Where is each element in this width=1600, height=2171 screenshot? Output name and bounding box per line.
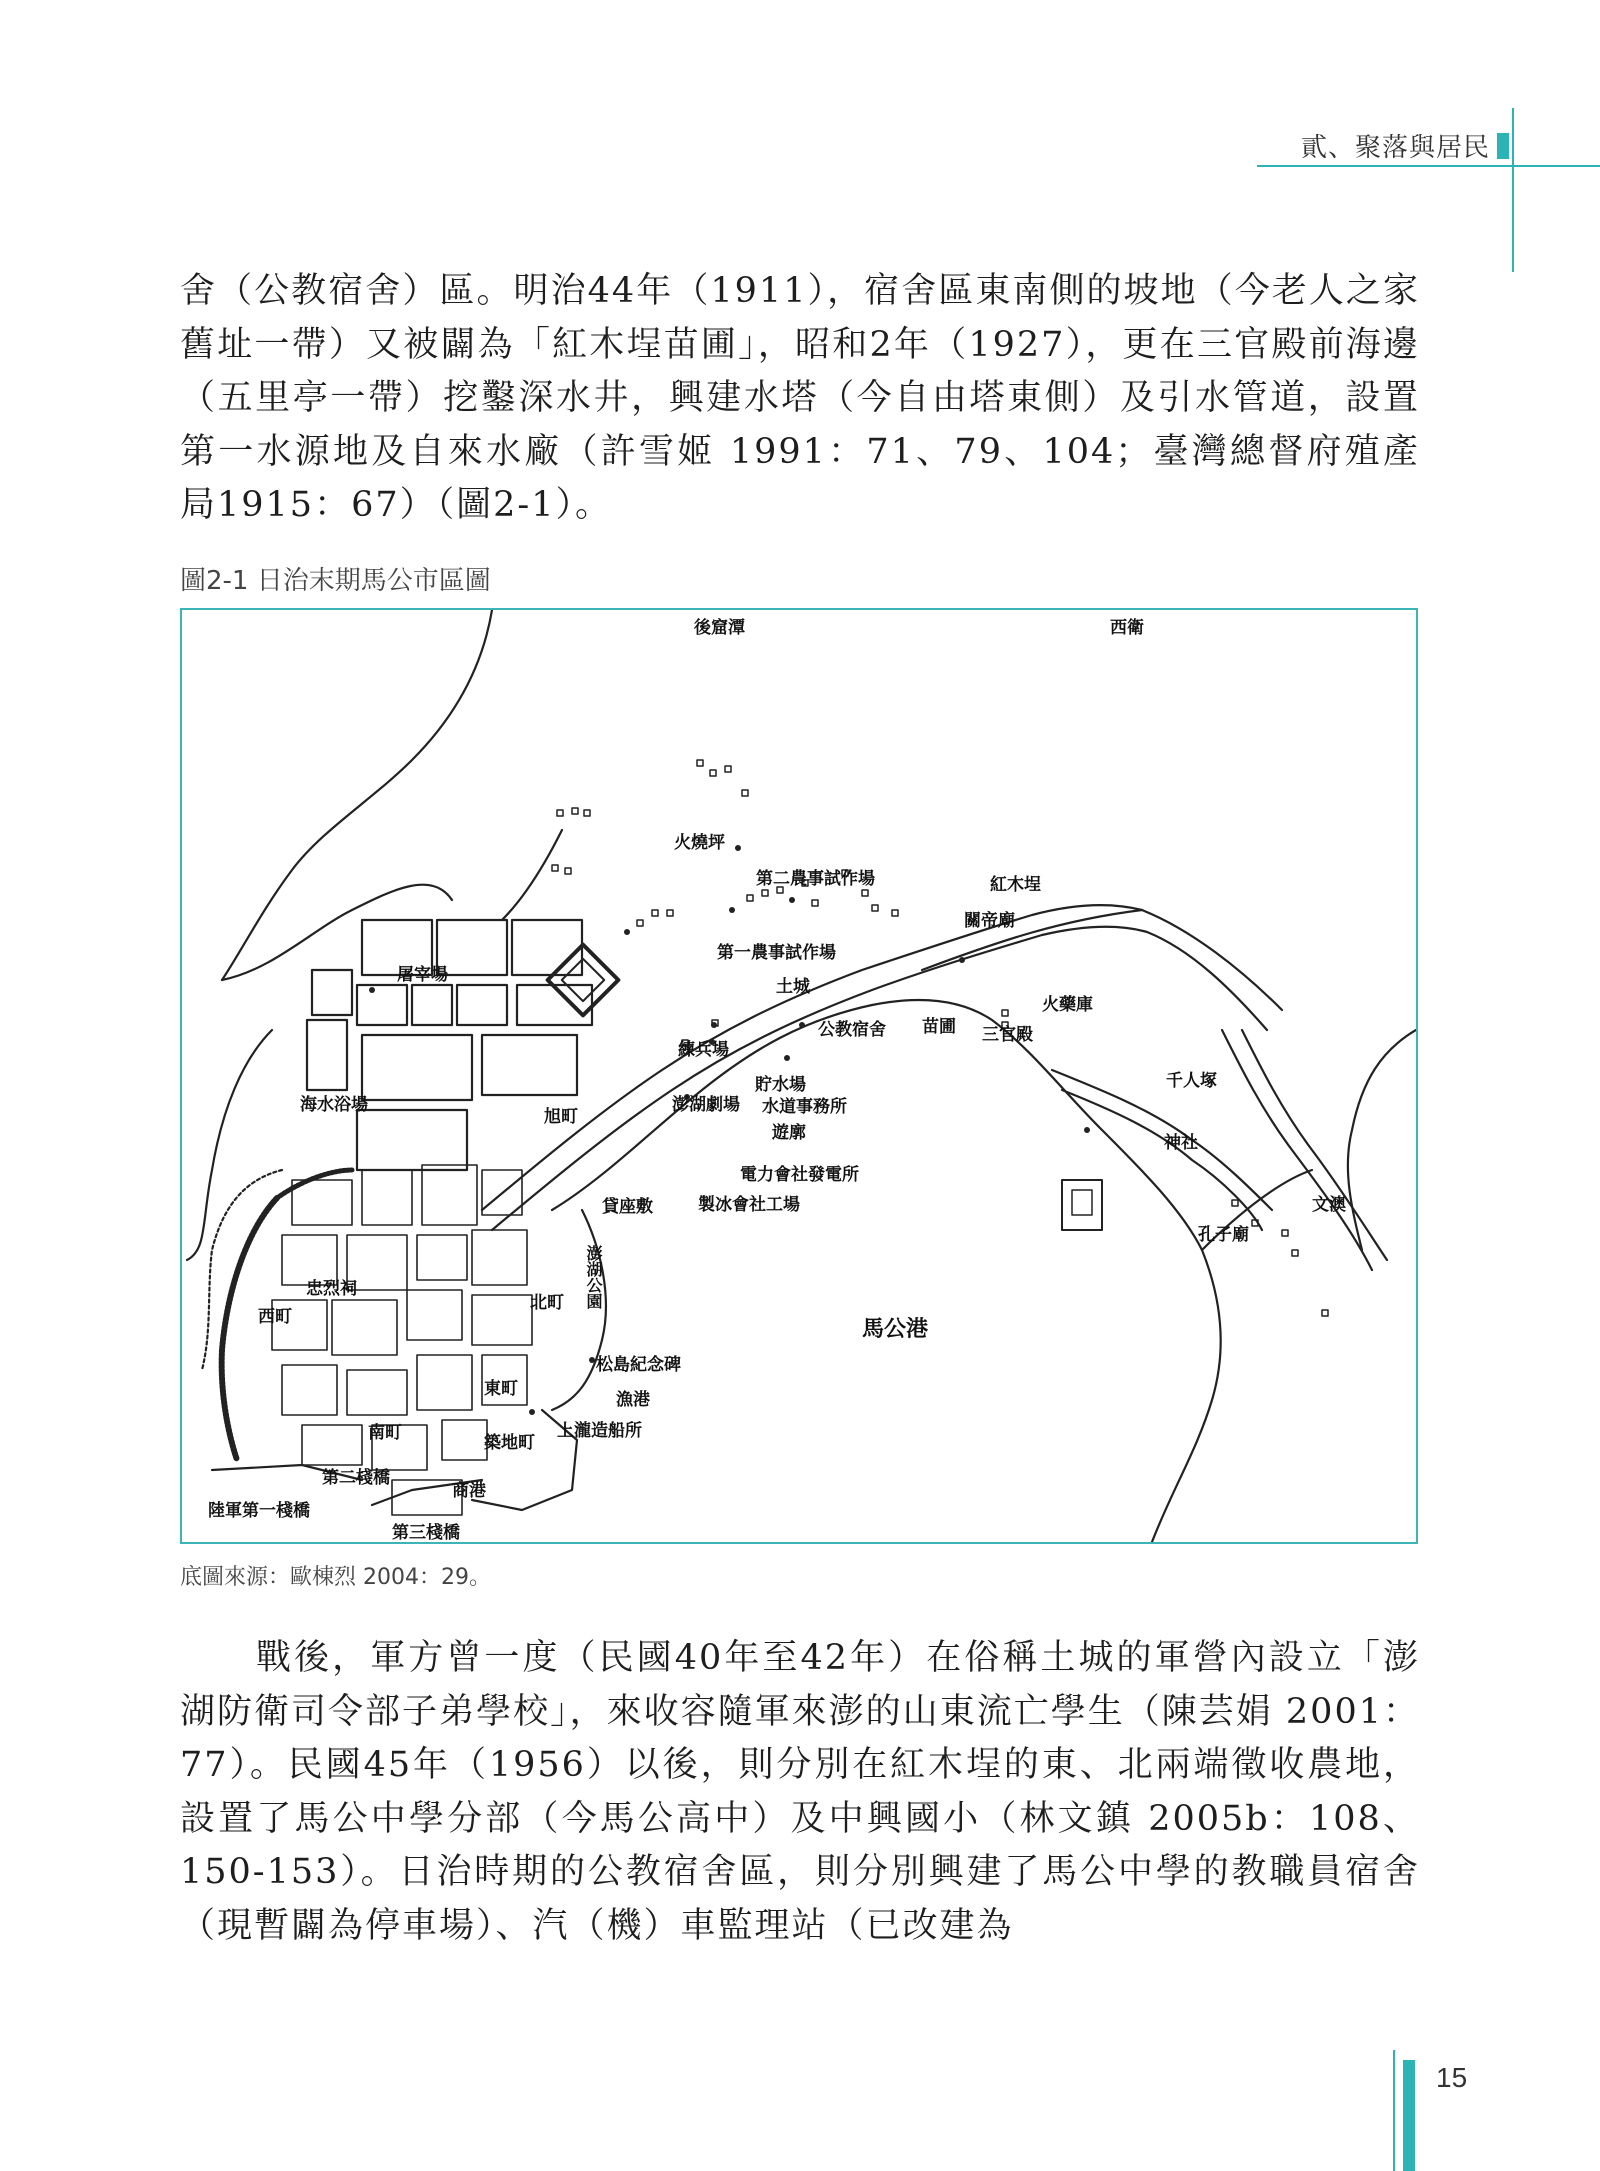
map-label-nongshi2: 第二農事試作場 [756,869,875,889]
map-label-tucheng: 土城 [776,977,810,997]
map-label-haishui: 海水浴場 [300,1095,368,1115]
map-label-shanggang: 商港 [452,1481,486,1501]
map-figure [180,608,1418,1544]
map-label-songdao: 松島紀念碑 [596,1355,681,1375]
map-label-penghupark: 澎湖公園 [584,1245,603,1309]
map-label-lianbingchang: 練兵場 [678,1040,729,1060]
map-label-xiting: 西町 [258,1307,292,1327]
map-label-penghujuchang: 澎湖劇場 [672,1095,740,1115]
map-label-houkutan: 後窟潭 [694,618,745,638]
map-label-shenshe: 神社 [1164,1133,1198,1153]
map-label-shanghu: 上瀧造船所 [557,1421,642,1441]
map-label-xiwei: 西衛 [1110,618,1144,638]
map-label-zhudiding: 築地町 [484,1433,535,1453]
map-label-huoyaoku: 火藥庫 [1042,995,1093,1015]
map-label-wenao: 文澳 [1312,1195,1346,1215]
header-vertical-rule [1512,108,1514,272]
figure-source: 底圖來源：歐棟烈 2004：29。 [180,1565,491,1590]
map-label-magonggang: 馬公港 [862,1317,929,1342]
body-paragraph-1: 舍（公教宿舍）區。明治44年（1911），宿舍區東南側的坡地（今老人之家舊址一帶）又被闢為「紅木埕苗圃」，昭和2年（1927），更在三官殿前海邊（五里亭一帶）挖鑿深水井，興建水塔（今自由塔東側）及引水管道，設置第一水源地及自來水廠（許雪姬 1991：71、79、104；臺灣總督府殖產局1915：67）（圖2-1）。 [180,271,1420,525]
map-label-zhibing: 製冰會社工場 [698,1195,800,1215]
map-label-xudian: 旭町 [544,1107,578,1127]
map-label-huoshaoping: 火燒坪 [674,833,725,853]
map-label-qianrenzhong: 千人塚 [1166,1071,1217,1091]
map-label-nongshi1: 第一農事試作場 [717,943,836,963]
map-label-sanguandian: 三官殿 [982,1025,1033,1045]
map-label-miaopu: 苗圃 [922,1017,956,1037]
map-label-zhonglieci: 忠烈祠 [306,1279,357,1299]
header-rule [1257,165,1600,167]
map-label-huoshu: 貸座敷 [602,1197,653,1217]
page-number-rule [1393,2050,1395,2171]
map-label-dongting: 東町 [484,1379,518,1399]
figure-caption: 圖2-1 日治末期馬公市區圖 [180,566,491,596]
map-label-zhanqiao1: 陸軍第一棧橋 [208,1501,310,1521]
map-label-guandimiao: 關帝廟 [964,911,1015,931]
map-label-dianli: 電力會社發電所 [740,1165,859,1185]
map-label-shuidao: 水道事務所 [762,1097,847,1117]
map-label-zhanqiao2: 第二棧橋 [322,1468,390,1488]
map-label-zhushuichang: 貯水場 [755,1075,806,1095]
map-label-nanting: 南町 [368,1423,402,1443]
map-label-kongzimiao: 孔子廟 [1198,1225,1249,1245]
map-label-beiting: 北町 [530,1293,564,1313]
page-number: 15 [1436,2062,1468,2093]
map-label-gongjiao: 公教宿舍 [818,1020,886,1040]
map-label-youlang: 遊廓 [772,1123,806,1143]
chapter-title: 貳、聚落與居民 [1300,133,1490,163]
map-label-tuzaichang: 屠宰場 [397,965,448,985]
page-number-marker [1403,2060,1415,2171]
map-label-hongmucheng: 紅木埕 [990,875,1041,895]
body-paragraph-2: 戰後，軍方曾一度（民國40年至42年）在俗稱土城的軍營內設立「澎湖防衛司令部子弟學校」，來收容隨軍來澎的山東流亡學生（陳芸娟 2001：77）。民國45年（1956）以後，則分別在紅木埕的東、北兩端徵收農地，設置了馬公中學分部（今馬公高中）及中興國小（林文鎮 2005b：108、150-153）。日治時期的公教宿舍區，則分別興建了馬公中學的教職員宿舍（現暫闢為停車場）、汽（機）車監理站（已改建為 [180,1638,1420,1946]
header-marker [1497,133,1509,159]
map-label-yugang: 漁港 [616,1390,650,1410]
map-label-zhanqiao3: 第三棧橋 [392,1523,460,1543]
